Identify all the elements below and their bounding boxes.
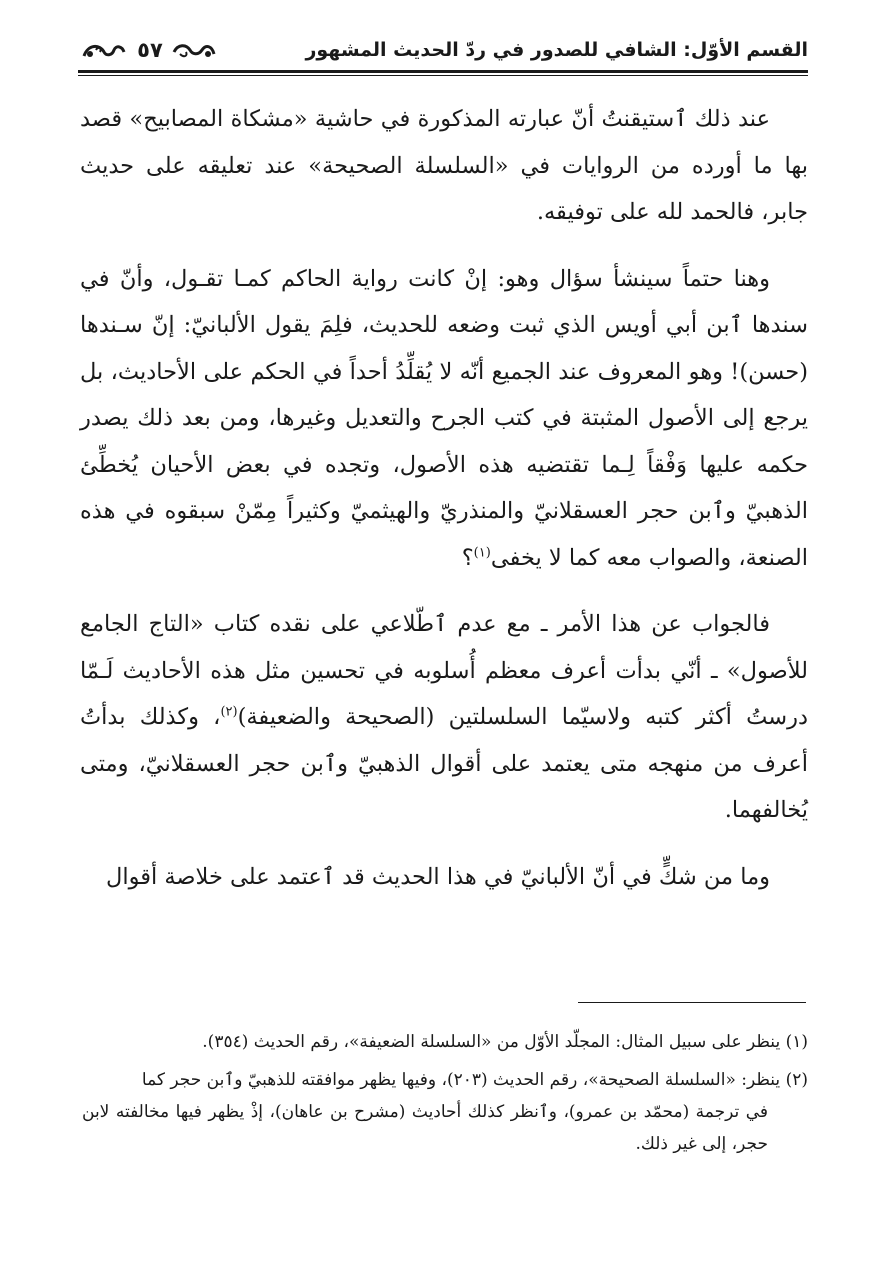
header-rule-thick: [78, 70, 808, 73]
running-title: القسم الأوّل: الشافي للصدور في ردّ الحديث المشهور: [305, 39, 808, 61]
main-text: [80, 96, 808, 900]
paragraph-3: فالجواب عن هذا الأمر ـ مع عدم ٱطّلاعي على نقده كتاب «التاج الجامع للأصول» ـ أنّي بدأت أعرف معظم أُسلوبه في تحسين مثل هذه الأحاديث لَـمّا درستُ أكثر كتبه ولاسيّما السلسلتين (الصحيحة والضعيفة)$^{(٢)}$، وكذلك بدأتُ أعرف من منهجه متى يعتمد على أقوال الذهبيّ وٱبن حجر العسقلانيّ، ومتى يُخالفهما.: [80, 611, 808, 823]
paragraph-2: وهنا حتماً سينشأ سؤال وهو: إنْ كانت رواية الحاكم كمـا تقـول، وأنّ في سندها ٱبن أبي أويس الذي ثبت وضعه للحديث، فلِمَ يقول الألبانيّ: إنّ سـندها (حسن)! وهو المعروف عند الجميع أنّه لا يُقلِّدُ أحداً في الحكم على الأحاديث، بل يرجع إلى الأصول المثبتة في كتب الجرح والتعديل وغيرها، ومن بعد ذلك يصدر حكمه عليها وَفْقاً لِـما تقتضيه هذه الأصول، وتجده في بعض الأحيان يُخطِّئ الذهبيّ وٱبن حجر العسقلانيّ والمنذريّ والهيثميّ وكثيراً مِمّنْ سبقوه في هذه الصنعة، والصواب معه كما لا يخفى$^{(١)}$؟: [80, 265, 808, 571]
page-number: ٥٧: [137, 38, 163, 62]
page-number-ornament: [78, 36, 218, 64]
footnote-2: [82, 1064, 808, 1160]
footnote-ref-2[interactable]: (٢): [220, 704, 238, 720]
footnotes: [82, 1026, 808, 1166]
footnote-ref-1[interactable]: (١): [473, 545, 491, 560]
header-rule-thin: [78, 75, 808, 76]
footnote-2-first-line: (٢) ينظر: «السلسلة الصحيحة»، رقم الحديث (٢٠٣)، وفيها يظهر موافقته للذهبيّ وٱبن حجر كما: [141, 1070, 808, 1090]
footnote-separator: [578, 1002, 806, 1003]
footnote-2-continuation: في ترجمة (محمّد بن عمرو)، وٱنظر كذلك أحاديث (مشرح بن عاهان)، إذْ يظهر فيها مخالفته لابن حجر، إلى غير ذلك.: [82, 1102, 768, 1154]
page-header: [78, 30, 808, 74]
footnote-1: (١) ينظر على سبيل المثال: المجلّد الأوّل من «السلسلة الضعيفة»، رقم الحديث (٣٥٤).: [202, 1032, 808, 1052]
paragraph-1: عند ذلك ٱستيقنتُ أنّ عبارته المذكورة في حاشية «مشكاة المصابيح» قصد بها ما أورده من الروايات في «السلسلة الصحيحة» عند تعليقه على حديث جابر، فالحمد لله على توفيقه.: [80, 106, 808, 225]
paragraph-4: وما من شكٍّ في أنّ الألبانيّ في هذا الحديث قد ٱعتمد على خلاصة أقوال: [105, 863, 770, 890]
